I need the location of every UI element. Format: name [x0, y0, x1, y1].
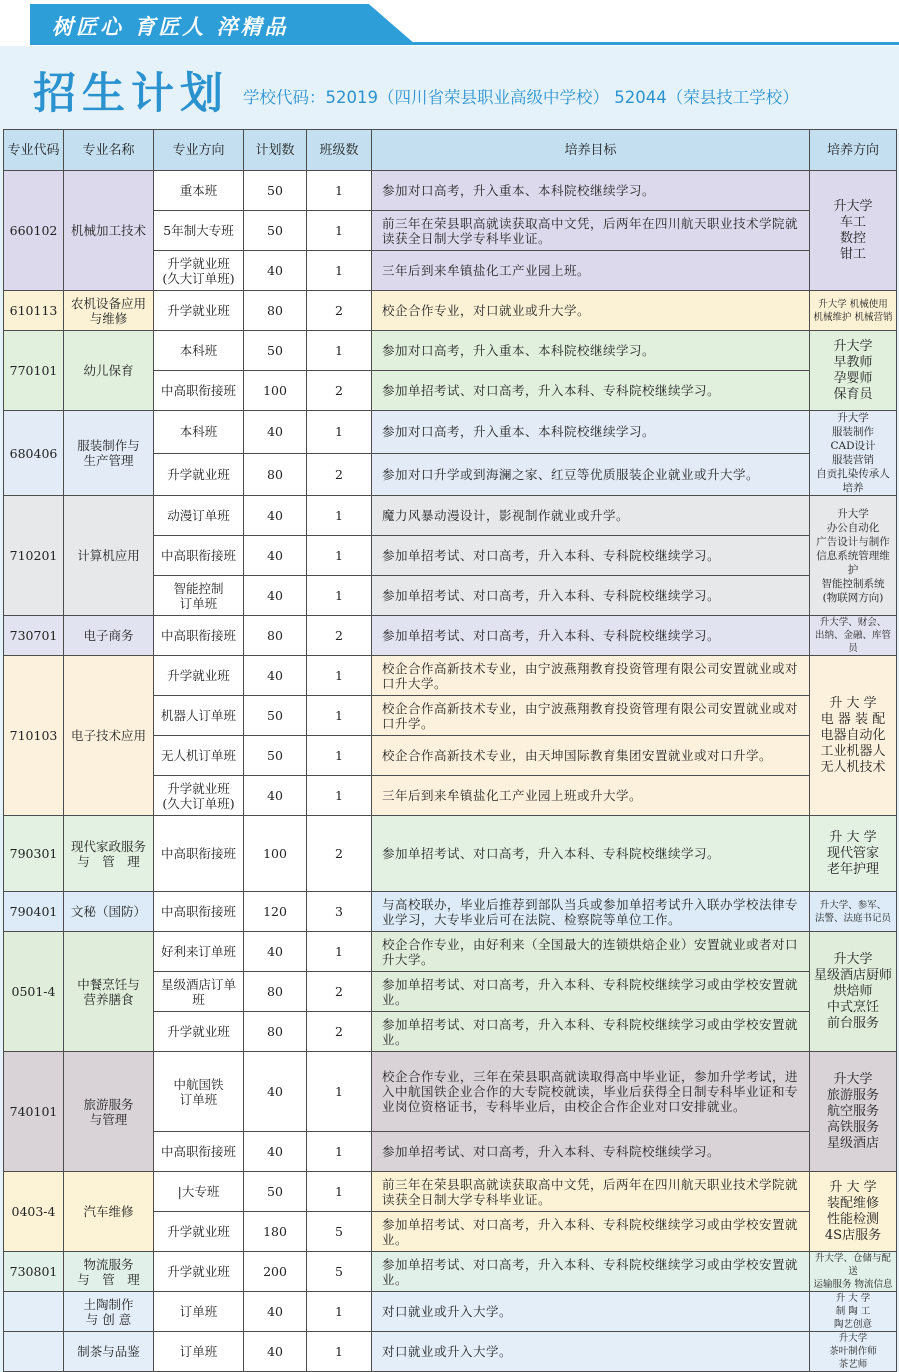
- career-direction: 升 大 学 电 器 装 配 电器自动化 工业机器人 无人机技术: [810, 656, 897, 816]
- training-goal: 校企合作高新技术专业，由宁波燕翔教育投资管理有限公司安置就业或对口升大学。: [372, 656, 810, 696]
- training-goal: 参加单招考试、对口高考，升入本科、专科院校继续学习或由学校安置就业。: [372, 1012, 810, 1052]
- major-track: 智能控制 订单班: [154, 576, 244, 616]
- major-name: 现代家政服务 与 管 理: [64, 816, 154, 892]
- major-code: [4, 1292, 64, 1332]
- plan-count: 120: [244, 892, 307, 932]
- plan-count: 40: [244, 932, 307, 972]
- plan-count: 40: [244, 536, 307, 576]
- table-row: [4, 1172, 897, 1212]
- career-direction: 升大学 早教师 孕婴师 保育员: [810, 331, 897, 411]
- career-direction: 升 大 学 装配维修 性能检测 4S店服务: [810, 1172, 897, 1252]
- plan-count: 80: [244, 616, 307, 656]
- major-track: 升学就业班: [154, 1012, 244, 1052]
- major-track: 中高职衔接班: [154, 1132, 244, 1172]
- major-code: 610113: [4, 291, 64, 331]
- training-goal: 参加单招考试、对口高考，升入本科、专科院校继续学习。: [372, 1132, 810, 1172]
- major-code: 0501-4: [4, 932, 64, 1052]
- career-direction: 升大学 旅游服务 航空服务 高铁服务 星级酒店: [810, 1052, 897, 1172]
- major-track: 本科班: [154, 331, 244, 371]
- major-name: 文秘（国防）: [64, 892, 154, 932]
- training-goal: 校企合作专业，由好利来（全国最大的连锁烘焙企业）安置就业或者对口升大学。: [372, 932, 810, 972]
- major-code: 730801: [4, 1252, 64, 1292]
- major-track: 动漫订单班: [154, 496, 244, 536]
- major-name: 农机设备应用 与维修: [64, 291, 154, 331]
- major-track: 星级酒店订单班: [154, 972, 244, 1012]
- table-row: [4, 171, 897, 211]
- major-track: 5年制大专班: [154, 211, 244, 251]
- training-goal: 魔力风暴动漫设计，影视制作就业或升学。: [372, 496, 810, 536]
- major-name: 电子技术应用: [64, 656, 154, 816]
- major-name: 计算机应用: [64, 496, 154, 616]
- header-name: 专业名称: [64, 130, 154, 171]
- class-count: 2: [307, 453, 372, 496]
- career-direction: 升大学、仓储与配送 运输服务 物流信息: [810, 1252, 897, 1292]
- table-row: [4, 932, 897, 972]
- plan-count: 40: [244, 1132, 307, 1172]
- training-goal: 校企合作专业，对口就业或升大学。: [372, 291, 810, 331]
- major-track: 中高职衔接班: [154, 536, 244, 576]
- table-header-row: [4, 130, 897, 171]
- class-count: 2: [307, 616, 372, 656]
- class-count: 1: [307, 1172, 372, 1212]
- major-code: 730701: [4, 616, 64, 656]
- major-name: 土陶制作 与 创 意: [64, 1292, 154, 1332]
- table-row: [4, 616, 897, 656]
- enrollment-plan-table: [3, 129, 897, 1372]
- class-count: 1: [307, 536, 372, 576]
- major-code: 770101: [4, 331, 64, 411]
- class-count: 1: [307, 251, 372, 291]
- major-track: 订单班: [154, 1332, 244, 1372]
- training-goal: 三年后到来牟镇盐化工产业园上班。: [372, 251, 810, 291]
- class-count: 1: [307, 496, 372, 536]
- major-track: 无人机订单班: [154, 736, 244, 776]
- class-count: 1: [307, 1052, 372, 1132]
- header-code: 专业代码: [4, 130, 64, 171]
- training-goal: 参加对口高考，升入重本、本科院校继续学习。: [372, 411, 810, 454]
- school-codes: 学校代码：52019（四川省荣县职业高级中学校） 52044（荣县技工学校）: [243, 88, 799, 107]
- class-count: 5: [307, 1212, 372, 1252]
- table-row: [4, 411, 897, 454]
- career-direction: 升 大 学 现代管家 老年护理: [810, 816, 897, 892]
- banner-underline: [30, 42, 899, 45]
- major-code: 660102: [4, 171, 64, 291]
- table-row: [4, 816, 897, 892]
- training-goal: 参加对口高考，升入重本、本科院校继续学习。: [372, 331, 810, 371]
- career-direction: 升大学、财会、 出纳、金融、库管员: [810, 616, 897, 656]
- major-track: 机器人订单班: [154, 696, 244, 736]
- training-goal: 校企合作专业，三年在荣县职高就读取得高中毕业证，参加升学考试，进入中航国铁企业合作的大专院校就读，毕业后获得全日制专科毕业证和专业岗位资格证书，专科毕业后，由校企合作企业对口安排就业。: [372, 1052, 810, 1132]
- major-track: 中高职衔接班: [154, 816, 244, 892]
- training-goal: 前三年在荣县职高就读获取高中文凭，后两年在四川航天职业技术学院就读获全日制大学专科毕业证。: [372, 1172, 810, 1212]
- major-track: 中高职衔接班: [154, 371, 244, 411]
- class-count: 1: [307, 1332, 372, 1372]
- table-row: [4, 1332, 897, 1372]
- table-body: [4, 171, 897, 1372]
- plan-count: 80: [244, 1012, 307, 1052]
- class-count: 1: [307, 1132, 372, 1172]
- plan-count: 80: [244, 972, 307, 1012]
- plan-count: 100: [244, 816, 307, 892]
- class-count: 2: [307, 972, 372, 1012]
- major-name: 机械加工技术: [64, 171, 154, 291]
- class-count: 1: [307, 656, 372, 696]
- major-track: |大专班: [154, 1172, 244, 1212]
- major-track: 本科班: [154, 411, 244, 454]
- table-row: [4, 1252, 897, 1292]
- major-code: 0403-4: [4, 1172, 64, 1252]
- major-track: 中高职衔接班: [154, 616, 244, 656]
- plan-count: 40: [244, 411, 307, 454]
- major-code: [4, 1332, 64, 1372]
- training-goal: 参加单招考试、对口高考，升入本科、专科院校继续学习或由学校安置就业。: [372, 1212, 810, 1252]
- training-goal: 参加单招考试、对口高考，升入本科、专科院校继续学习或由学校安置就业。: [372, 1252, 810, 1292]
- class-count: 1: [307, 776, 372, 816]
- training-goal: 参加单招考试、对口高考，升入本科、专科院校继续学习。: [372, 576, 810, 616]
- major-code: 680406: [4, 411, 64, 496]
- slogan: 树匠心 育匠人 淬精品: [52, 14, 289, 39]
- plan-count: 200: [244, 1252, 307, 1292]
- header-plan: 计划数: [244, 130, 307, 171]
- header-goal: 培养目标: [372, 130, 810, 171]
- major-code: 790401: [4, 892, 64, 932]
- table-row: [4, 291, 897, 331]
- plan-count: 80: [244, 453, 307, 496]
- plan-count: 50: [244, 736, 307, 776]
- training-goal: 校企合作高新技术专业，由天坤国际教育集团安置就业或对口升学。: [372, 736, 810, 776]
- major-name: 幼儿保育: [64, 331, 154, 411]
- top-banner: [0, 0, 899, 46]
- training-goal: 参加单招考试、对口高考，升入本科、专科院校继续学习。: [372, 816, 810, 892]
- plan-count: 100: [244, 371, 307, 411]
- plan-count: 180: [244, 1212, 307, 1252]
- class-count: 1: [307, 211, 372, 251]
- training-goal: 前三年在荣县职高就读获取高中文凭，后两年在四川航天职业技术学院就读获全日制大学专科毕业证。: [372, 211, 810, 251]
- training-goal: 三年后到来牟镇盐化工产业园上班或升大学。: [372, 776, 810, 816]
- class-count: 5: [307, 1252, 372, 1292]
- class-count: 1: [307, 576, 372, 616]
- class-count: 2: [307, 291, 372, 331]
- career-direction: 升大学 星级酒店厨师 烘焙师 中式烹饪 前台服务: [810, 932, 897, 1052]
- career-direction: 升 大 学 制 陶 工 陶艺创意: [810, 1292, 897, 1332]
- major-track: 升学就业班 (久大订单班): [154, 251, 244, 291]
- table-row: [4, 1052, 897, 1132]
- major-track: 好利来订单班: [154, 932, 244, 972]
- major-name: 汽车维修: [64, 1172, 154, 1252]
- major-track: 升学就业班 (久大订单班): [154, 776, 244, 816]
- major-track: 重本班: [154, 171, 244, 211]
- major-name: 制茶与品鉴: [64, 1332, 154, 1372]
- plan-count: 50: [244, 211, 307, 251]
- plan-count: 40: [244, 1292, 307, 1332]
- major-code: 710201: [4, 496, 64, 616]
- career-direction: 升大学、参军、 法警、法庭书记员: [810, 892, 897, 932]
- training-goal: 参加对口高考，升入重本、本科院校继续学习。: [372, 171, 810, 211]
- major-name: 服装制作与 生产管理: [64, 411, 154, 496]
- major-track: 中航国铁 订单班: [154, 1052, 244, 1132]
- major-code: 740101: [4, 1052, 64, 1172]
- header-direction: 培养方向: [810, 130, 897, 171]
- page-title: 招生计划: [33, 69, 229, 119]
- training-goal: 对口就业或升入大学。: [372, 1292, 810, 1332]
- career-direction: 升大学 机械使用 机械维护 机械营销: [810, 291, 897, 331]
- class-count: 3: [307, 892, 372, 932]
- plan-count: 50: [244, 331, 307, 371]
- major-name: 电子商务: [64, 616, 154, 656]
- training-goal: 校企合作高新技术专业，由宁波燕翔教育投资管理有限公司安置就业或对口升学。: [372, 696, 810, 736]
- class-count: 1: [307, 331, 372, 371]
- major-name: 物流服务 与 管 理: [64, 1252, 154, 1292]
- major-name: 中餐烹饪与 营养膳食: [64, 932, 154, 1052]
- plan-count: 50: [244, 696, 307, 736]
- header-track: 专业方向: [154, 130, 244, 171]
- major-name: 旅游服务 与管理: [64, 1052, 154, 1172]
- class-count: 1: [307, 1292, 372, 1332]
- table-row: [4, 1292, 897, 1332]
- major-track: 升学就业班: [154, 1212, 244, 1252]
- training-goal: 参加单招考试、对口高考，升入本科、专科院校继续学习。: [372, 536, 810, 576]
- career-direction: 升大学 服装制作 CAD设计 服装营销 自贡扎染传承人培养: [810, 411, 897, 496]
- plan-count: 80: [244, 291, 307, 331]
- plan-count: 40: [244, 776, 307, 816]
- plan-count: 50: [244, 171, 307, 211]
- class-count: 2: [307, 816, 372, 892]
- plan-count: 40: [244, 251, 307, 291]
- plan-count: 50: [244, 1172, 307, 1212]
- major-track: 订单班: [154, 1292, 244, 1332]
- table-row: [4, 892, 897, 932]
- class-count: 1: [307, 736, 372, 776]
- major-code: 790301: [4, 816, 64, 892]
- training-goal: 参加对口升学或到海澜之家、红豆等优质服装企业就业或升大学。: [372, 453, 810, 496]
- plan-count: 40: [244, 1332, 307, 1372]
- class-count: 2: [307, 1012, 372, 1052]
- major-code: 710103: [4, 656, 64, 816]
- training-goal: 对口就业或升入大学。: [372, 1332, 810, 1372]
- class-count: 2: [307, 371, 372, 411]
- plan-count: 40: [244, 576, 307, 616]
- training-goal: 与高校联办，毕业后推荐到部队当兵或参加单招考试升入联办学校法律专业学习，大专毕业后可在法院、检察院等单位工作。: [372, 892, 810, 932]
- career-direction: 升大学 茶叶制作师 茶艺师: [810, 1332, 897, 1372]
- major-track: 升学就业班: [154, 656, 244, 696]
- career-direction: 升大学 车工 数控 钳工: [810, 171, 897, 291]
- training-goal: 参加单招考试、对口高考，升入本科、专科院校继续学习或由学校安置就业。: [372, 972, 810, 1012]
- training-goal: 参加单招考试、对口高考，升入本科、专科院校继续学习。: [372, 616, 810, 656]
- class-count: 1: [307, 932, 372, 972]
- plan-count: 40: [244, 496, 307, 536]
- major-track: 中高职衔接班: [154, 892, 244, 932]
- major-track: 升学就业班: [154, 1252, 244, 1292]
- major-track: 升学就业班: [154, 291, 244, 331]
- career-direction: 升大学 办公自动化 广告设计与制作 信息系统管理维护 智能控制系统 (物联网方向): [810, 496, 897, 616]
- plan-count: 40: [244, 656, 307, 696]
- plan-count: 40: [244, 1052, 307, 1132]
- class-count: 1: [307, 696, 372, 736]
- class-count: 1: [307, 171, 372, 211]
- training-goal: 参加单招考试、对口高考，升入本科、专科院校继续学习。: [372, 371, 810, 411]
- table-row: [4, 656, 897, 696]
- table-row: [4, 331, 897, 371]
- table-row: [4, 496, 897, 536]
- header-classes: 班级数: [307, 130, 372, 171]
- major-track: 升学就业班: [154, 453, 244, 496]
- class-count: 1: [307, 411, 372, 454]
